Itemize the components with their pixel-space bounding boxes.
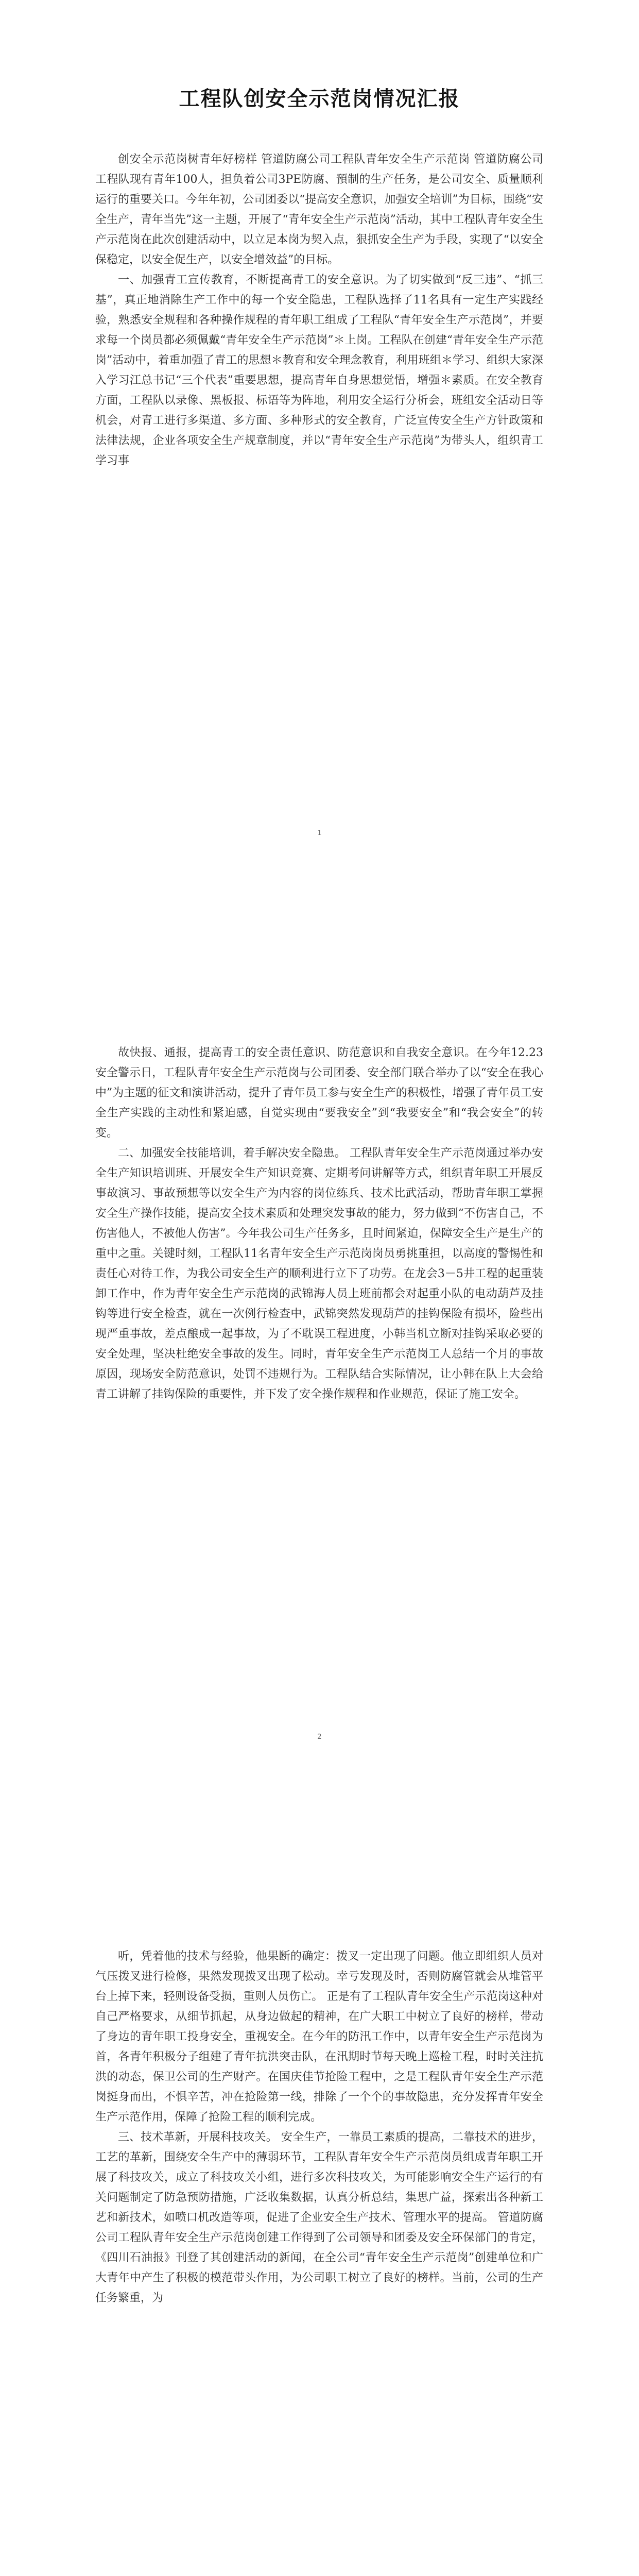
page-content bbox=[95, 1043, 543, 1404]
paragraph: 二、加强安全技能培训，着手解决安全隐患。 工程队青年安全生产示范岗通过举办安全生产知识培训班、开展安全生产知识竞赛、定期考问讲解等方式，组织青年职工开展反事故演习、事故预想等以安全生产为内容的岗位练兵、技术比武活动，帮助青年职工掌握安全生产操作技能，提高安全技术素质和处理突发事故的能力，努力做到“不伤害自己，不伤害他人，不被他人伤害”。今年我公司生产任务多，且时间紧迫，保障安全生产是生产的重中之重。关键时刻，工程队11名青年安全生产示范岗岗员勇挑重担，以高度的警惕性和责任心对待工作，为我公司安全生产的顺利进行立下了功劳。在龙会3－5井工程的起重装卸工作中，作为青年安全生产示范岗的武锦海人员上班前都会对起重小队的电动葫芦及挂钩等进行安全检查，就在一次例行检查中，武锦突然发现葫芦的挂钩保险有损坏，险些出现严重事故，差点酿成一起事故，为了不耽误工程进度，小韩当机立断对挂钩采取必要的安全处理，坚决杜绝安全事故的发生。同时，青年安全生产示范岗工人总结一个月的事故原因，现场安全防范意识，处罚不违规行为。工程队结合实际情况，让小韩在队上大会给青工讲解了挂钩保险的重要性，并下发了安全操作规程和作业规范，保证了施工安全。 bbox=[95, 1147, 543, 1401]
document-page-1 bbox=[0, 0, 639, 904]
page-content bbox=[95, 1946, 543, 2308]
paragraph: 一、加强青工宣传教育，不断提高青工的安全意识。为了切实做到“反三违”、“抓三基”，真正地消除生产工作中的每一个安全隐患，工程队选择了11名具有一定生产实践经验，熟悉安全规程和各种操作规程的青年职工组成了工程队“青年安全生产示范岗”，并要求每一个岗员都必须佩戴“青年安全生产示范岗”＊上岗。工程队在创建“青年安全生产示范岗”活动中，着重加强了青工的思想＊教育和安全理念教育，利用班组＊学习、组织大家深入学习江总书记“三个代表”重要思想，提高青年自身思想觉悟，增强＊素质。在安全教育方面，工程队以录像、黑板报、标语等为阵地，利用安全运行分析会，班组安全活动日等机会，对青工进行多渠道、多方面、多种形式的安全教育，广泛宣传安全生产方针政策和法律法规，企业各项安全生产规章制度，并以“青年安全生产示范岗”为带头人，组织青工学习事 bbox=[95, 274, 543, 467]
document-title: 工程队创安全示范岗情况汇报 bbox=[179, 87, 460, 111]
paragraph: 听，凭着他的技术与经验，他果断的确定：拨叉一定出现了问题。他立即组织人员对气压拨叉进行检修，果然发现拨叉出现了松动。幸亏发现及时，否则防腐管就会从堆管平台上掉下来，轻则设备受损，重则人员伤亡。 正是有了工程队青年安全生产示范岗这种对自己严格要求，从细节抓起，从身边做起的精神，在广大职工中树立了良好的榜样，带动了身边的青年职工投身安全，重视安全。在今年的防汛工作中，以青年安全生产示范岗为首，各青年积极分子组建了青年抗洪突击队，在汛期时节每天晚上巡检工程，时时关注抗洪的动态，保卫公司的生产财产。在国庆佳节抢险工程中，之是工程队青年安全生产示范岗挺身而出，不惧辛苦，冲在抢险第一线，排除了一个个的事故隐患，充分发挥青年安全生产示范作用，保障了抢险工程的顺利完成。 bbox=[95, 1950, 543, 2124]
page-content bbox=[95, 149, 543, 471]
page-number: 1 bbox=[317, 829, 322, 837]
paragraph: 三、技术革新，开展科技攻关。 安全生产，一靠员工素质的提高，二靠技术的进步，工艺的革新，围绕安全生产中的薄弱环节，工程队青年安全生产示范岗员组成青年职工开展了科技攻关，成立了科技攻关小组，进行多次科技攻关，为可能影响安全生产运行的有关问题制定了防急预防措施，广泛收集数据，认真分析总结，集思广益，探索出各种新工艺和新技术，如喷口机改造等项，促进了企业安全生产技术、管理水平的提高。 管道防腐公司工程队青年安全生产示范岗创建工作得到了公司领导和团委及安全环保部门的肯定，《四川石油报》刊登了其创建活动的新闻，在全公司“青年安全生产示范岗”创建单位和广大青年中产生了积极的模范带头作用，为公司职工树立了良好的榜样。当前，公司的生产任务繁重，为 bbox=[95, 2131, 543, 2304]
document-page-2 bbox=[0, 904, 639, 1807]
paragraph: 故快报、通报，提高青工的安全责任意识、防范意识和自我安全意识。在今年12.23安全警示日，工程队青年安全生产示范岗与公司团委、安全部门联合举办了以“安全在我心中”为主题的征文和演讲活动，提升了青年员工参与安全生产的积极性，增强了青年员工安全生产实践的主动性和紧迫感，自觉实现由“要我安全”到“我要安全”和“我会安全”的转变。 bbox=[95, 1046, 543, 1140]
document-page-3 bbox=[0, 1807, 639, 2576]
page-number: 2 bbox=[317, 1733, 322, 1741]
paragraph: 创安全示范岗树青年好榜样 管道防腐公司工程队青年安全生产示范岗 管道防腐公司工程队现有青年100人，担负着公司3PE防腐、預制的生产任务，是公司安全、质量顺利运行的重要关口。今年年初，公司团委以“提高安全意识，加强安全培训”为目标，围绕“安全生产，青年当先”这一主题，开展了“青年安全生产示范岗”活动，其中工程队青年安全生产示范岗在此次创建活动中，以立足本岗为契入点，狠抓安全生产为手段，实现了“以安全保稳定，以安全促生产，以安全增效益”的目标。 bbox=[95, 153, 543, 266]
